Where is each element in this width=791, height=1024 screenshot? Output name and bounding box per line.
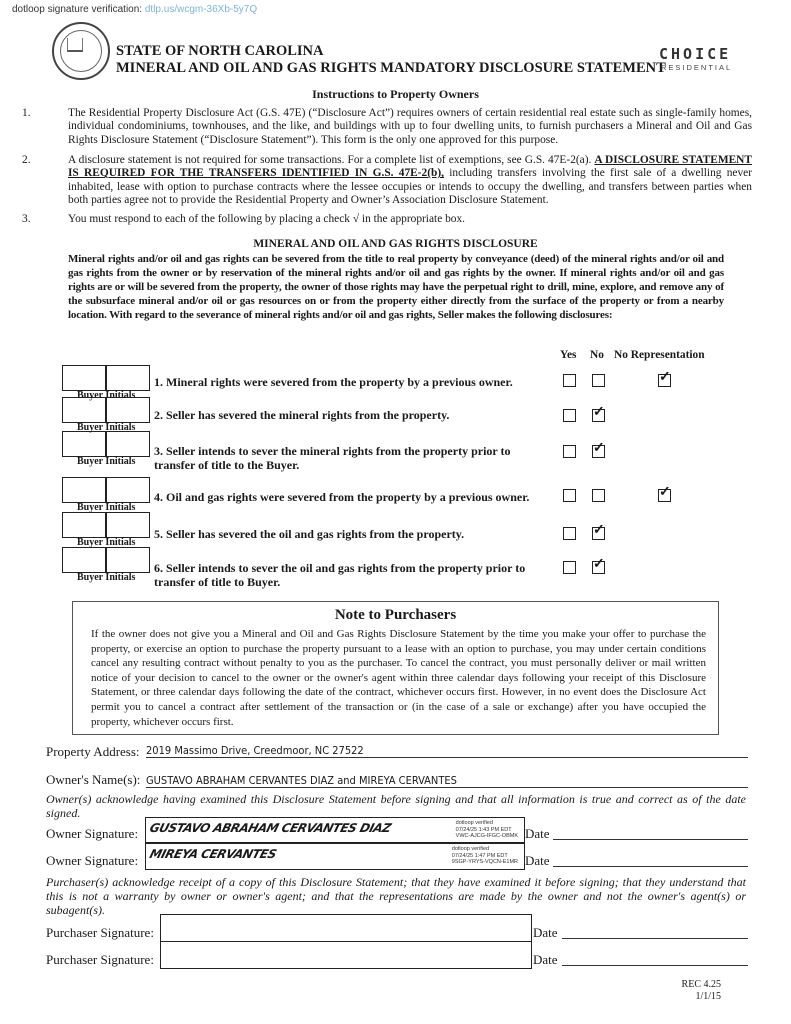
form-code: REC 4.25 [681, 979, 721, 990]
yes-checkbox-2[interactable] [563, 409, 576, 422]
dotloop-stamp-1: dotloop verified 07/24/25 1:43 PM EDT VWC-AJCG-IFGC-OBMK [455, 820, 518, 839]
note-title: Note to Purchasers [334, 607, 457, 623]
purchaser-date-label-1: Date [533, 925, 558, 940]
owner-date-label-1: Date [525, 826, 550, 841]
buyer-initials-box-1[interactable] [62, 477, 106, 503]
question-6: 6. Seller intends to sever the oil and gas rights from the property prior to transfer of title to Buyer. [154, 561, 526, 589]
buyer-initials-box-1[interactable] [62, 397, 106, 423]
form-date: 1/1/15 [695, 991, 721, 1002]
buyer-initials-label: Buyer Initials [77, 502, 136, 513]
buyer-initials-box-1[interactable] [62, 512, 106, 538]
instruction-item-1 [22, 107, 752, 147]
property-address-field[interactable] [146, 741, 748, 758]
owner-signature-2: MIREYA CERVANTES [148, 847, 278, 861]
check-icon: ✓ [593, 523, 605, 538]
purchaser-date-label-2: Date [533, 952, 558, 967]
owner-signature-box-1[interactable] [145, 817, 525, 843]
no-checkbox-5[interactable] [592, 523, 605, 540]
check-icon: ✓ [659, 485, 671, 500]
buyer-initials-box-2[interactable] [106, 431, 150, 457]
no-checkbox-4[interactable] [592, 489, 605, 502]
yes-checkbox-5[interactable] [563, 527, 576, 540]
purchaser-signature-box-1[interactable] [160, 914, 532, 942]
buyer-initials-box-2[interactable] [106, 477, 150, 503]
purchaser-acknowledgement: Purchaser(s) acknowledge receipt of a copy of this Disclosure Statement; that they have examined it before signing; that they understand that this is not a warranty by owner or owner's agent; and that the representations are made by the owner and not the owner's agent(s) or subagent(s). [46, 875, 746, 917]
owner-date-field-2[interactable] [553, 852, 748, 867]
question-4: 4. Oil and gas rights were severed from the property by a previous owner. [154, 490, 530, 504]
no-checkbox-3[interactable] [592, 441, 605, 458]
yes-checkbox-4[interactable] [563, 489, 576, 502]
purchaser-signature-label-2: Purchaser Signature: [46, 952, 154, 967]
purchaser-date-field-1[interactable] [562, 924, 748, 939]
dotloop-stamp-2: dotloop verified 07/24/25 1:47 PM EDT 9SGP-YRYS-VQCN-E1MR [451, 846, 518, 865]
instruction-text: A disclosure statement is not required for some transactions. For a complete list of exemptions, see G.S. 47E-2(a). [68, 154, 595, 166]
buyer-initials-box-2[interactable] [106, 365, 150, 391]
instruction-number: 2. [22, 154, 31, 166]
column-no: No [590, 349, 604, 361]
buyer-initials-label: Buyer Initials [77, 422, 136, 433]
check-icon: ✓ [593, 405, 605, 420]
property-address-label: Property Address: [46, 744, 140, 759]
column-no-representation: No Representation [614, 349, 705, 361]
owner-signature-box-2[interactable] [145, 843, 525, 870]
instruction-number: 1. [22, 107, 31, 119]
verification-label: dotloop signature verification: [12, 4, 143, 15]
check-icon: ✓ [659, 370, 671, 385]
disclosure-heading: MINERAL AND OIL AND GAS RIGHTS DISCLOSURE [253, 238, 538, 250]
owners-name-label: Owner's Name(s): [46, 772, 141, 787]
purchaser-signature-label-1: Purchaser Signature: [46, 925, 154, 940]
buyer-initials-label: Buyer Initials [77, 537, 136, 548]
owners-name-value: GUSTAVO ABRAHAM CERVANTES DIAZ and MIREYA CERVANTES [146, 774, 457, 787]
purchaser-signature-box-2[interactable] [160, 941, 532, 969]
question-3: 3. Seller intends to sever the mineral rights from the property prior to transfer of title to the Buyer. [154, 444, 511, 472]
instruction-text: The Residential Property Disclosure Act (G.S. 47E) (“Disclosure Act”) requires owners of certain residential real estate such as single-family homes, individual condominiums, townhouses, and the like, and buildings with up to four dwelling units, to furnish purchasers a Mineral and Oil and Gas Rights Disclosure Statement (“Disclosure Statement”). This form is the only one approved for this purpose. [68, 107, 752, 146]
dotloop-verification [12, 4, 257, 15]
instruction-item-2 [22, 154, 752, 207]
owner-signature-label-1: Owner Signature: [46, 826, 139, 841]
property-address-value: 2019 Massimo Drive, Creedmoor, NC 27522 [146, 744, 364, 757]
question-1: 1. Mineral rights were severed from the property by a previous owner. [154, 375, 513, 389]
question-2: 2. Seller has severed the mineral rights from the property. [154, 408, 450, 422]
purchaser-date-field-2[interactable] [562, 951, 748, 966]
buyer-initials-box-1[interactable] [62, 365, 106, 391]
check-icon: ✓ [593, 557, 605, 572]
buyer-initials-box-1[interactable] [62, 431, 106, 457]
state-title: STATE OF NORTH CAROLINA [116, 43, 324, 59]
buyer-initials-box-2[interactable] [106, 397, 150, 423]
owner-date-field-1[interactable] [553, 825, 748, 840]
instruction-text: including transfers involving the first sale of a dwelling never inhabited, lease with option to purchase contracts where the lessee occupies or intends to occupy the dwelling, and transfers between parties when both parties agree not to provide the Residential Property and Owner’s Association Disclosure Statement. [68, 167, 752, 206]
no-checkbox-6[interactable] [592, 557, 605, 574]
yes-checkbox-6[interactable] [563, 561, 576, 574]
disclosure-body: Mineral rights and/or oil and gas rights can be severed from the title to real property by conveyance (deed) of the mineral rights and/or oil and gas rights from the owner or by reservation of the mineral rights and/or oil and gas rights by the owner. If mineral rights and/or oil and gas rights are or will be severed from the property, the owner of those rights may have the perpetual right to drill, mine, explore, and remove any of the subsurface mineral and/or oil or gas resources on or from the property either directly from the surface of the property or from a nearby location. With regard to the severance of mineral rights and/or oil and gas rights, Seller makes the following disclosures: [68, 253, 724, 321]
no-rep-checkbox-4[interactable] [658, 485, 671, 502]
nc-seal-icon [52, 22, 110, 80]
no-checkbox-2[interactable] [592, 405, 605, 422]
check-icon: ✓ [593, 441, 605, 456]
buyer-initials-box-2[interactable] [106, 547, 150, 573]
buyer-initials-label: Buyer Initials [77, 572, 136, 583]
verification-link[interactable]: dtlp.us/wcgm-36Xb-5y7Q [144, 4, 258, 15]
owner-signature-1: GUSTAVO ABRAHAM CERVANTES DIAZ [148, 821, 393, 835]
form-title: MINERAL AND OIL AND GAS RIGHTS MANDATORY DISCLOSURE STATEMENT [116, 60, 666, 76]
instruction-item-3 [22, 213, 752, 226]
buyer-initials-box-1[interactable] [62, 547, 106, 573]
owner-date-label-2: Date [525, 853, 550, 868]
owners-name-field[interactable] [146, 771, 748, 788]
note-to-purchasers [72, 601, 719, 735]
no-checkbox-1[interactable] [592, 374, 605, 387]
instructions-heading: Instructions to Property Owners [312, 87, 479, 101]
yes-checkbox-3[interactable] [563, 445, 576, 458]
column-yes: Yes [560, 349, 577, 361]
instruction-text: You must respond to each of the following by placing a check √ in the appropriate box. [68, 213, 466, 225]
buyer-initials-box-2[interactable] [106, 512, 150, 538]
no-rep-checkbox-1[interactable] [658, 370, 671, 387]
choice-logo-sub: RESIDENTIAL [661, 63, 733, 72]
instruction-number: 3. [22, 213, 31, 225]
question-5: 5. Seller has severed the oil and gas rights from the property. [154, 527, 465, 541]
buyer-initials-label: Buyer Initials [77, 456, 136, 467]
yes-checkbox-1[interactable] [563, 374, 576, 387]
instruction-emphasis: A DISCLOSURE STATEMENT IS REQUIRED FOR THE TRANSFERS IDENTIFIED IN G.S. 47E-2(b), [68, 154, 752, 180]
note-body: If the owner does not give you a Mineral and Oil and Gas Rights Disclosure Statement by the time you make your offer to purchase the property, or exercise an option to purchase the property pursuant to a lease with an option to purchase, you may under certain conditions cancel any resulting contract without penalty to you as the purchaser. To cancel the contract, you must personally deliver or mail written notice of your decision to cancel to the owner or the owner's agent within three calendar days following your receipt of this Disclosure Statement, or three calendar days following the date of the contract, whichever occurs first. However, in no event does the Disclosure Act permit you to cancel a contract after settlement of the transaction or (in the case of a sale or exchange) after you have occupied the property, whichever occurs first. [91, 628, 706, 728]
choice-logo: CHOICE [659, 45, 732, 63]
owner-signature-label-2: Owner Signature: [46, 853, 139, 868]
owner-acknowledgement: Owner(s) acknowledge having examined this Disclosure Statement before signing and that all information is true and correct as of the date signed. [46, 792, 746, 820]
buyer-initials-label: Buyer Initials [77, 390, 136, 401]
